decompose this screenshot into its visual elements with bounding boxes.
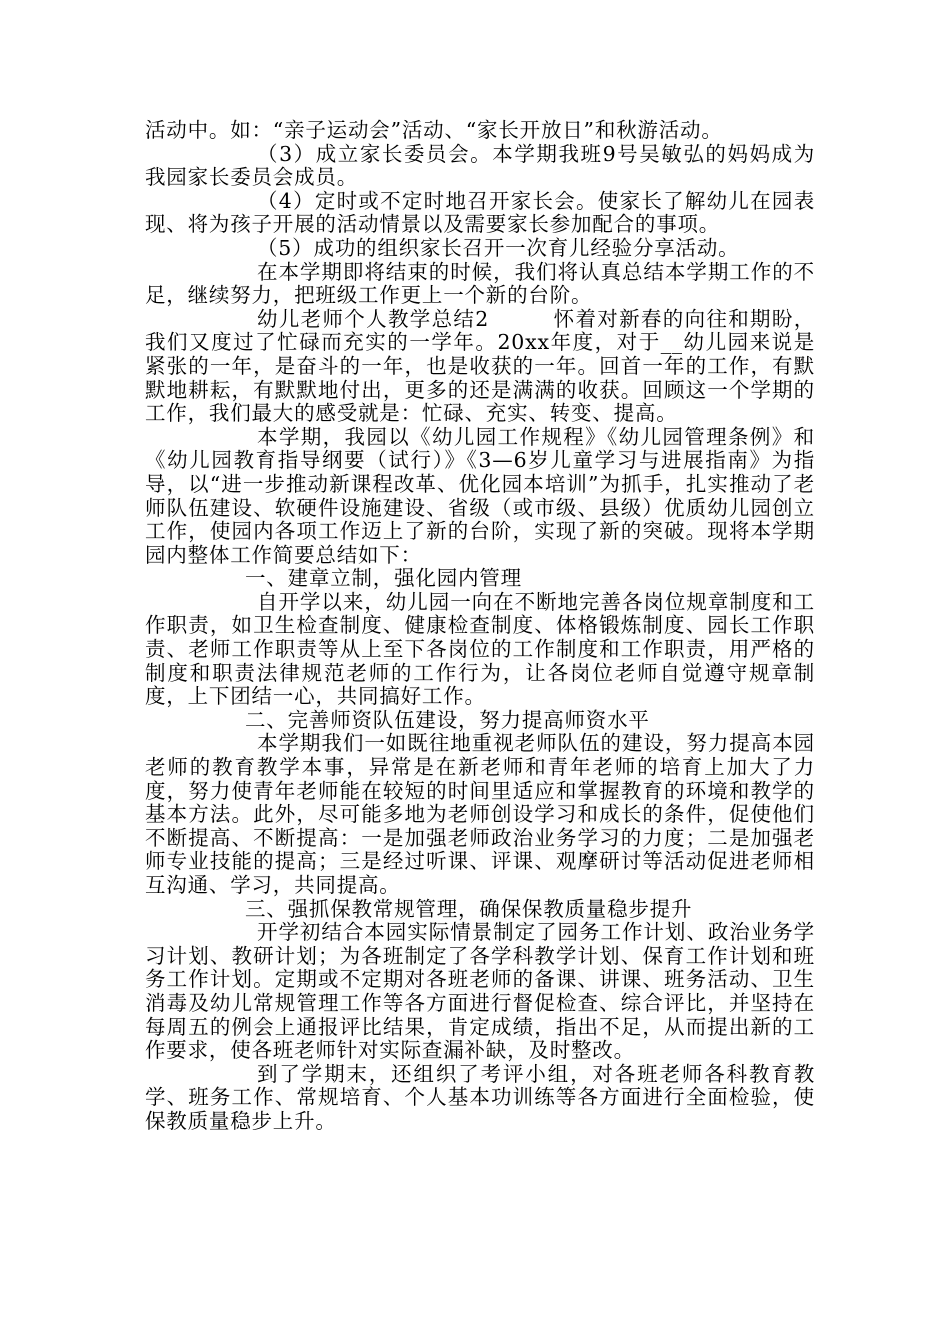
paragraph-semester: 本学期，我园以《幼儿园工作规程》《幼儿园管理条例》和《幼儿园教育指导纲要（试行）》《3—6岁儿童学习与进展指南》为指导，以“进一步推动新课程改革、优化园本培训”为抓手，扎实推动了老师队伍建设、软硬件设施建设、省级（或市级、县级）优质幼儿园创立工作，使园内各项工作迈上了新的台阶，实现了新的突破。现将本学期园内整体工作简要总结如下： [145,424,815,567]
paragraph-2: 本学期我们一如既往地重视老师队伍的建设，努力提高本园老师的教育教学本事，异常是在新老师和青年老师的培育上加大了力度，努力使青年老师能在较短的时间里适应和掌握教育的环境和教学的基本方法。此外，尽可能多地为老师创设学习和成长的条件，促使他们不断提高、不断提高：一是加强老师政治业务学习的力度；二是加强老师专业技能的提高；三是经过听课、评课、观摩研讨等活动促进老师相互沟通、学习，共同提高。 [145,731,815,897]
heading-1: 一、建章立制，强化园内管理 [245,566,522,591]
paragraph-1: 自开学以来，幼儿园一向在不断地完善各岗位规章制度和工作职责，如卫生检查制度、健康检查制度、体格锻炼制度、园长工作职责、老师工作职责等从上至下各岗位的工作制度和工作职责，用严格的制度和职责法律规范老师的工作行为，让各岗位老师自觉遵守规章制度，上下团结一心，共同搞好工作。 [145,589,815,709]
paragraph-intro-tail: 活动中。如：“亲子运动会”活动、“家长开放日”和秋游活动。 [145,118,723,142]
section-lead: 怀着对新春的向往和期盼，我们又度过了忙碌而充实的一学年。20xx年度，对于__幼儿园来说是紧张的一年，是奋斗的一年，也是收获的一年。回首一年的工作，有默默地耕耘，有默默地付出，更多的还是满满的收获。回顾这一个学期的工作，我们最大的感受就是：忙碌、充实、转变、提高。 [145,306,815,426]
paragraph-item-3: （3）成立家长委员会。本学期我班9号吴敏弘的妈妈成为我园家长委员会成员。 [145,141,815,190]
section-intro [145,308,815,426]
paragraph-closing: 在本学期即将结束的时候，我们将认真总结本学期工作的不足，继续努力，把班级工作更上一个新的台阶。 [145,259,815,308]
document-body [145,119,815,1134]
section-title: 幼儿老师个人教学总结2 [257,306,490,331]
heading-2: 二、完善师资队伍建设，努力提高师资水平 [245,707,650,732]
paragraph-item-4: （4）定时或不定时地召开家长会。使家长了解幼儿在园表现、将为孩子开展的活动情景以及需要家长参加配合的事项。 [145,188,815,237]
paragraph-item-5: （5）成功的组织家长召开一次育儿经验分享活动。 [257,235,740,260]
paragraph-3: 开学初结合本园实际情景制定了园务工作计划、政治业务学习计划、教研计划；为各班制定了各学科教学计划、保育工作计划和班务工作计划。定期或不定期对各班老师的备课、讲课、班务活动、卫生消毒及幼儿常规管理工作等各方面进行督促检查、综合评比，并坚持在每周五的例会上通报评比结果，肯定成绩，指出不足，从而提出新的工作要求，使各班老师针对实际查漏补缺，及时整改。 [145,920,815,1063]
heading-3: 三、强抓保教常规管理，确保保教质量稳步提升 [245,896,693,921]
paragraph-4: 到了学期末，还组织了考评小组，对各班老师各科教育教学、班务工作、常规培育、个人基本功训练等各方面进行全面检验，使保教质量稳步上升。 [145,1061,815,1133]
